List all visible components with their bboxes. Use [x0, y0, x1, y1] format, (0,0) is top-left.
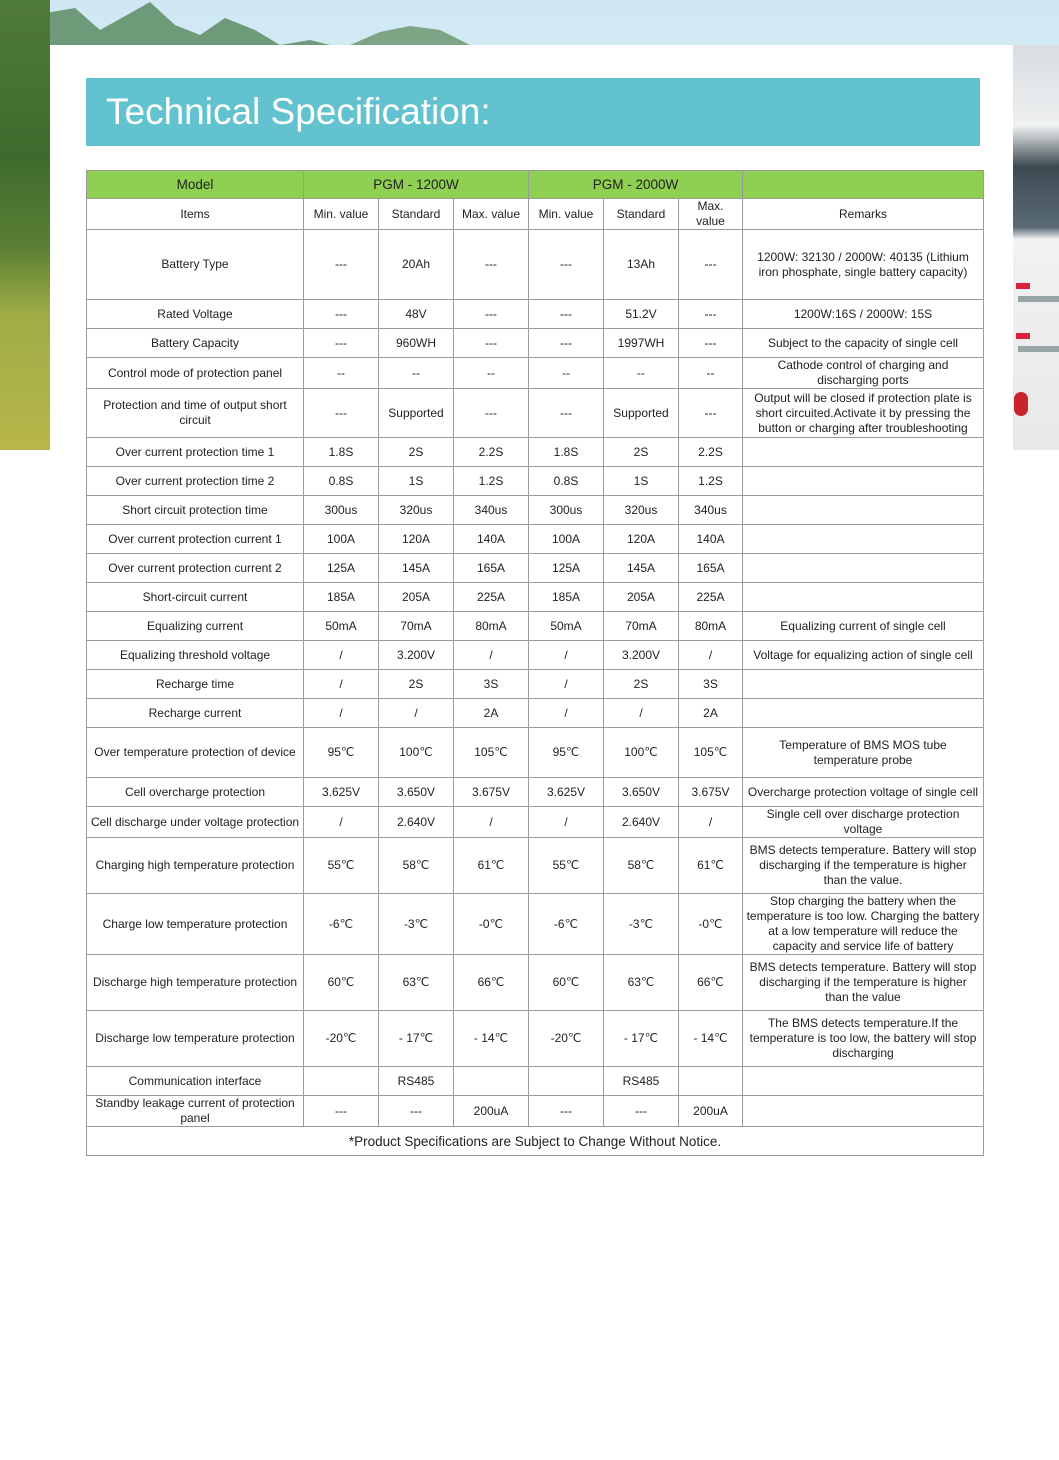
min-2000w-cell: /	[529, 670, 604, 699]
table-row	[87, 583, 984, 612]
standard-2000w-cell: 320us	[604, 496, 679, 525]
min-header-1200w: Min. value	[304, 199, 379, 230]
remark-cell: Cathode control of charging and discharging ports	[743, 358, 984, 389]
min-2000w-cell: /	[529, 807, 604, 838]
min-1200w-cell: 100A	[304, 525, 379, 554]
max-1200w-cell: --	[454, 358, 529, 389]
min-2000w-cell: /	[529, 699, 604, 728]
standard-1200w-cell: 2S	[379, 438, 454, 467]
standard-2000w-cell: RS485	[604, 1067, 679, 1096]
remark-cell: Output will be closed if protection plate is short circuited.Activate it by pressing the button or charging after troubleshooting	[743, 389, 984, 438]
standard-1200w-cell: 3.200V	[379, 641, 454, 670]
footer-note: *Product Specifications are Subject to Change Without Notice.	[87, 1127, 984, 1156]
item-name-cell: Over current protection time 1	[87, 438, 304, 467]
min-1200w-cell: ---	[304, 389, 379, 438]
standard-1200w-cell: 960WH	[379, 329, 454, 358]
remark-cell	[743, 554, 984, 583]
item-name-cell: Discharge low temperature protection	[87, 1011, 304, 1067]
max-2000w-cell: - 14℃	[679, 1011, 743, 1067]
min-1200w-cell: -6℃	[304, 894, 379, 955]
standard-1200w-cell: 58℃	[379, 838, 454, 894]
max-1200w-cell: ---	[454, 230, 529, 300]
item-name-cell: Over temperature protection of device	[87, 728, 304, 778]
page-title: Technical Specification:	[106, 91, 491, 132]
standard-2000w-cell: - 17℃	[604, 1011, 679, 1067]
min-2000w-cell: 300us	[529, 496, 604, 525]
table-row	[87, 699, 984, 728]
item-name-cell: Short-circuit current	[87, 583, 304, 612]
max-2000w-cell: 3S	[679, 670, 743, 699]
standard-2000w-cell: 58℃	[604, 838, 679, 894]
max-2000w-cell: ---	[679, 230, 743, 300]
column-header-row	[87, 199, 984, 230]
max-1200w-cell	[454, 1067, 529, 1096]
min-1200w-cell: 3.625V	[304, 778, 379, 807]
model-header-row	[87, 171, 984, 199]
table-row	[87, 496, 984, 525]
standard-2000w-cell: 51.2V	[604, 300, 679, 329]
remark-cell	[743, 583, 984, 612]
footer-row	[87, 1127, 984, 1156]
table-row	[87, 641, 984, 670]
min-2000w-cell: 3.625V	[529, 778, 604, 807]
standard-1200w-cell: --	[379, 358, 454, 389]
standard-1200w-cell: 320us	[379, 496, 454, 525]
min-1200w-cell: /	[304, 699, 379, 728]
item-name-cell: Over current protection time 2	[87, 467, 304, 496]
max-2000w-cell: 2A	[679, 699, 743, 728]
standard-2000w-cell: 63℃	[604, 955, 679, 1011]
min-1200w-cell: /	[304, 670, 379, 699]
min-1200w-cell: /	[304, 641, 379, 670]
max-2000w-cell: /	[679, 807, 743, 838]
item-name-cell: Cell discharge under voltage protection	[87, 807, 304, 838]
item-name-cell: Communication interface	[87, 1067, 304, 1096]
table-row	[87, 807, 984, 838]
max-1200w-cell: 66℃	[454, 955, 529, 1011]
standard-1200w-cell: 120A	[379, 525, 454, 554]
remark-cell: 1200W:16S / 2000W: 15S	[743, 300, 984, 329]
item-name-cell: Charging high temperature protection	[87, 838, 304, 894]
remark-cell	[743, 467, 984, 496]
table-row	[87, 358, 984, 389]
min-2000w-cell: 100A	[529, 525, 604, 554]
min-1200w-cell: --	[304, 358, 379, 389]
standard-1200w-cell: -3℃	[379, 894, 454, 955]
min-2000w-cell: -6℃	[529, 894, 604, 955]
max-1200w-cell: ---	[454, 329, 529, 358]
model-header-blank	[743, 171, 984, 199]
max-1200w-cell: -0℃	[454, 894, 529, 955]
min-1200w-cell: 185A	[304, 583, 379, 612]
table-row	[87, 554, 984, 583]
min-2000w-cell: ---	[529, 1096, 604, 1127]
item-name-cell: Standby leakage current of protection panel	[87, 1096, 304, 1127]
item-name-cell: Equalizing current	[87, 612, 304, 641]
min-2000w-cell: 55℃	[529, 838, 604, 894]
standard-1200w-cell: ---	[379, 1096, 454, 1127]
min-1200w-cell: 125A	[304, 554, 379, 583]
standard-2000w-cell: 100℃	[604, 728, 679, 778]
min-2000w-cell: ---	[529, 329, 604, 358]
min-2000w-cell: ---	[529, 300, 604, 329]
remark-cell	[743, 438, 984, 467]
standard-2000w-cell: 3.650V	[604, 778, 679, 807]
max-1200w-cell: 61℃	[454, 838, 529, 894]
max-2000w-cell: 140A	[679, 525, 743, 554]
max-2000w-cell: 2.2S	[679, 438, 743, 467]
table-row	[87, 612, 984, 641]
min-1200w-cell: 0.8S	[304, 467, 379, 496]
standard-2000w-cell: 2S	[604, 438, 679, 467]
min-1200w-cell: 300us	[304, 496, 379, 525]
remark-cell	[743, 1096, 984, 1127]
max-2000w-cell: 225A	[679, 583, 743, 612]
item-name-cell: Short circuit protection time	[87, 496, 304, 525]
table-row	[87, 525, 984, 554]
remark-cell	[743, 1067, 984, 1096]
standard-1200w-cell: RS485	[379, 1067, 454, 1096]
max-2000w-cell: 105℃	[679, 728, 743, 778]
min-2000w-cell: 0.8S	[529, 467, 604, 496]
remark-cell: BMS detects temperature. Battery will stop discharging if the temperature is higher than the value.	[743, 838, 984, 894]
min-2000w-cell: -20℃	[529, 1011, 604, 1067]
table-row	[87, 728, 984, 778]
min-2000w-cell: ---	[529, 230, 604, 300]
min-1200w-cell: 1.8S	[304, 438, 379, 467]
rv-decal	[1018, 346, 1059, 352]
standard-header-1200w: Standard	[379, 199, 454, 230]
table-row	[87, 389, 984, 438]
min-2000w-cell: /	[529, 641, 604, 670]
min-1200w-cell: ---	[304, 1096, 379, 1127]
min-1200w-cell: 55℃	[304, 838, 379, 894]
remark-cell	[743, 525, 984, 554]
item-name-cell: Over current protection current 1	[87, 525, 304, 554]
max-2000w-cell: 61℃	[679, 838, 743, 894]
max-2000w-cell: 66℃	[679, 955, 743, 1011]
min-1200w-cell: 50mA	[304, 612, 379, 641]
remark-cell: BMS detects temperature. Battery will stop discharging if the temperature is higher than the value	[743, 955, 984, 1011]
standard-2000w-cell: 2.640V	[604, 807, 679, 838]
rv-decal	[1018, 296, 1059, 302]
max-1200w-cell: 3.675V	[454, 778, 529, 807]
min-2000w-cell	[529, 1067, 604, 1096]
max-1200w-cell: 2.2S	[454, 438, 529, 467]
standard-1200w-cell: 2.640V	[379, 807, 454, 838]
min-2000w-cell: 50mA	[529, 612, 604, 641]
remark-cell: Voltage for equalizing action of single cell	[743, 641, 984, 670]
rv-camper-image	[1013, 45, 1059, 450]
standard-1200w-cell: 145A	[379, 554, 454, 583]
remark-cell	[743, 670, 984, 699]
standard-2000w-cell: 13Ah	[604, 230, 679, 300]
item-name-cell: Cell overcharge protection	[87, 778, 304, 807]
standard-1200w-cell: Supported	[379, 389, 454, 438]
standard-header-2000w: Standard	[604, 199, 679, 230]
max-1200w-cell: 225A	[454, 583, 529, 612]
max-1200w-cell: 200uA	[454, 1096, 529, 1127]
trees-lawn-image	[0, 0, 50, 450]
max-2000w-cell: --	[679, 358, 743, 389]
standard-1200w-cell: 100℃	[379, 728, 454, 778]
remark-cell: Equalizing current of single cell	[743, 612, 984, 641]
item-name-cell: Recharge current	[87, 699, 304, 728]
min-2000w-cell: 1.8S	[529, 438, 604, 467]
standard-2000w-cell: /	[604, 699, 679, 728]
max-1200w-cell: 1.2S	[454, 467, 529, 496]
table-row	[87, 230, 984, 300]
specification-table	[86, 170, 984, 1156]
model-1200w-header: PGM - 1200W	[304, 171, 529, 199]
remark-cell: The BMS detects temperature.If the temperature is too low, the battery will stop discharging	[743, 1011, 984, 1067]
max-1200w-cell: 3S	[454, 670, 529, 699]
table-row	[87, 467, 984, 496]
item-name-cell: Control mode of protection panel	[87, 358, 304, 389]
standard-2000w-cell: 1997WH	[604, 329, 679, 358]
max-1200w-cell: 165A	[454, 554, 529, 583]
max-1200w-cell: /	[454, 807, 529, 838]
max-2000w-cell: ---	[679, 389, 743, 438]
table-row	[87, 1096, 984, 1127]
max-1200w-cell: ---	[454, 389, 529, 438]
min-2000w-cell: --	[529, 358, 604, 389]
max-2000w-cell: -0℃	[679, 894, 743, 955]
max-1200w-cell: 2A	[454, 699, 529, 728]
standard-1200w-cell: 3.650V	[379, 778, 454, 807]
remark-cell: Single cell over discharge protection voltage	[743, 807, 984, 838]
max-2000w-cell: 165A	[679, 554, 743, 583]
standard-1200w-cell: 48V	[379, 300, 454, 329]
min-2000w-cell: 95℃	[529, 728, 604, 778]
item-name-cell: Charge low temperature protection	[87, 894, 304, 955]
standard-2000w-cell: Supported	[604, 389, 679, 438]
min-1200w-cell: 95℃	[304, 728, 379, 778]
table-row	[87, 300, 984, 329]
max-2000w-cell: ---	[679, 300, 743, 329]
max-1200w-cell: 140A	[454, 525, 529, 554]
min-1200w-cell: -20℃	[304, 1011, 379, 1067]
table-row	[87, 438, 984, 467]
item-name-cell: Discharge high temperature protection	[87, 955, 304, 1011]
max-1200w-cell: ---	[454, 300, 529, 329]
standard-1200w-cell: 20Ah	[379, 230, 454, 300]
items-header: Items	[87, 199, 304, 230]
standard-2000w-cell: 3.200V	[604, 641, 679, 670]
item-name-cell: Rated Voltage	[87, 300, 304, 329]
max-2000w-cell	[679, 1067, 743, 1096]
standard-2000w-cell: 120A	[604, 525, 679, 554]
min-header-2000w: Min. value	[529, 199, 604, 230]
standard-1200w-cell: /	[379, 699, 454, 728]
standard-2000w-cell: -3℃	[604, 894, 679, 955]
item-name-cell: Battery Capacity	[87, 329, 304, 358]
max-1200w-cell: - 14℃	[454, 1011, 529, 1067]
max-header-2000w: Max. value	[679, 199, 743, 230]
standard-1200w-cell: 70mA	[379, 612, 454, 641]
max-2000w-cell: ---	[679, 329, 743, 358]
remarks-header: Remarks	[743, 199, 984, 230]
remark-cell	[743, 496, 984, 525]
max-1200w-cell: 340us	[454, 496, 529, 525]
min-1200w-cell: /	[304, 807, 379, 838]
max-2000w-cell: 200uA	[679, 1096, 743, 1127]
table-row	[87, 670, 984, 699]
standard-2000w-cell: 205A	[604, 583, 679, 612]
max-2000w-cell: 340us	[679, 496, 743, 525]
min-2000w-cell: 125A	[529, 554, 604, 583]
standard-2000w-cell: 1S	[604, 467, 679, 496]
rv-decal	[1016, 283, 1030, 289]
item-name-cell: Over current protection current 2	[87, 554, 304, 583]
max-2000w-cell: /	[679, 641, 743, 670]
remark-cell: Subject to the capacity of single cell	[743, 329, 984, 358]
remark-cell: 1200W: 32130 / 2000W: 40135 (Lithium iron phosphate, single battery capacity)	[743, 230, 984, 300]
max-2000w-cell: 3.675V	[679, 778, 743, 807]
min-1200w-cell: 60℃	[304, 955, 379, 1011]
remark-cell	[743, 699, 984, 728]
table-row	[87, 838, 984, 894]
min-2000w-cell: 60℃	[529, 955, 604, 1011]
title-banner	[86, 78, 980, 146]
rv-decal	[1016, 333, 1030, 339]
max-2000w-cell: 80mA	[679, 612, 743, 641]
standard-2000w-cell: 2S	[604, 670, 679, 699]
min-1200w-cell: ---	[304, 300, 379, 329]
item-name-cell: Protection and time of output short circuit	[87, 389, 304, 438]
min-1200w-cell: ---	[304, 230, 379, 300]
standard-2000w-cell: 70mA	[604, 612, 679, 641]
standard-1200w-cell: - 17℃	[379, 1011, 454, 1067]
rv-tail-light	[1014, 392, 1028, 416]
min-1200w-cell: ---	[304, 329, 379, 358]
table-row	[87, 894, 984, 955]
item-name-cell: Battery Type	[87, 230, 304, 300]
standard-1200w-cell: 2S	[379, 670, 454, 699]
max-1200w-cell: 80mA	[454, 612, 529, 641]
remark-cell: Stop charging the battery when the temperature is too low. Charging the battery at a low temperature will reduce the capacity and service life of battery	[743, 894, 984, 955]
standard-1200w-cell: 1S	[379, 467, 454, 496]
max-2000w-cell: 1.2S	[679, 467, 743, 496]
item-name-cell: Equalizing threshold voltage	[87, 641, 304, 670]
max-1200w-cell: /	[454, 641, 529, 670]
min-1200w-cell	[304, 1067, 379, 1096]
model-label: Model	[87, 171, 304, 199]
standard-2000w-cell: 145A	[604, 554, 679, 583]
model-2000w-header: PGM - 2000W	[529, 171, 743, 199]
table-row	[87, 1067, 984, 1096]
table-row	[87, 778, 984, 807]
standard-1200w-cell: 205A	[379, 583, 454, 612]
standard-2000w-cell: --	[604, 358, 679, 389]
table-row	[87, 329, 984, 358]
item-name-cell: Recharge time	[87, 670, 304, 699]
min-2000w-cell: 185A	[529, 583, 604, 612]
remark-cell: Temperature of BMS MOS tube temperature probe	[743, 728, 984, 778]
max-1200w-cell: 105℃	[454, 728, 529, 778]
remark-cell: Overcharge protection voltage of single cell	[743, 778, 984, 807]
table-row	[87, 955, 984, 1011]
standard-2000w-cell: ---	[604, 1096, 679, 1127]
min-2000w-cell: ---	[529, 389, 604, 438]
table-row	[87, 1011, 984, 1067]
standard-1200w-cell: 63℃	[379, 955, 454, 1011]
max-header-1200w: Max. value	[454, 199, 529, 230]
